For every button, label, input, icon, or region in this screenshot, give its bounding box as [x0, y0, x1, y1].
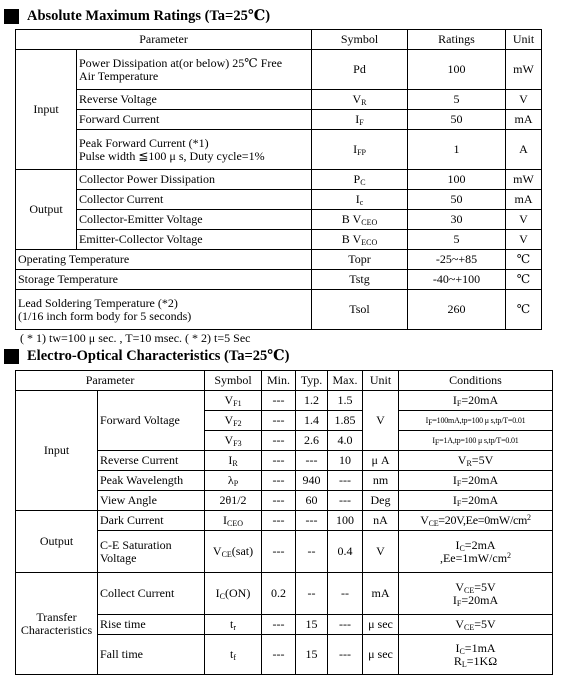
symbol-vf1: $V_{F1}$: [205, 391, 262, 411]
rating-tsol: 260: [408, 290, 506, 330]
header-unit: Unit: [506, 30, 542, 50]
max-tf: ---: [328, 635, 363, 675]
rating-ic: 50: [408, 190, 506, 210]
symbol-ifp: $I_{FP}$: [312, 130, 408, 170]
unit-if: mA: [506, 110, 542, 130]
symbol-pd: Pd: [312, 50, 408, 90]
param-reverse-current: Reverse Current: [98, 451, 205, 471]
rating-veco: 5: [408, 230, 506, 250]
max-icon: --: [328, 573, 363, 615]
typ-ir: ---: [296, 451, 328, 471]
unit-vceo: V: [506, 210, 542, 230]
rating-if: 50: [408, 110, 506, 130]
cond-tf: $I_C=1mA$ $R_L=1K\Omega$: [399, 635, 553, 675]
unit-vr: V: [506, 90, 542, 110]
rating-vceo: 30: [408, 210, 506, 230]
typ-vf2: 1.4: [296, 411, 328, 431]
symbol-lambda-p: $\lambda_P$: [205, 471, 262, 491]
unit-topr: ℃: [506, 250, 542, 270]
param-lead-soldering: Lead Soldering Temperature (*2) (1/16 inch form body for 5 seconds): [16, 290, 312, 330]
rating-pd: 100: [408, 50, 506, 90]
max-vf2: 1.85: [328, 411, 363, 431]
param-rise-time: Rise time: [98, 615, 205, 635]
header-symbol: Symbol: [205, 371, 262, 391]
cond-va: $I_F=20mA$: [399, 491, 553, 511]
symbol-vce-sat: $V_{CE}(sat)$: [205, 531, 262, 573]
min-vf2: ---: [262, 411, 296, 431]
cond-tr: $V_{CE}=5V$: [399, 615, 553, 635]
symbol-ic-on: $I_C(ON)$: [205, 573, 262, 615]
unit-pc: mW: [506, 170, 542, 190]
cond-dark: $V_{CE}=20V,Ee=0mW/cm^2$: [399, 511, 553, 531]
symbol-tsol: Tsol: [312, 290, 408, 330]
param-collect-current: Collect Current: [98, 573, 205, 615]
min-dark: ---: [262, 511, 296, 531]
rating-tstg: -40~+100: [408, 270, 506, 290]
cond-icon: $V_{CE}=5V$ $I_F=20mA$: [399, 573, 553, 615]
max-ir: 10: [328, 451, 363, 471]
unit-tr: μ sec: [363, 615, 399, 635]
max-dark: 100: [328, 511, 363, 531]
param-collector-power: Collector Power Dissipation: [77, 170, 312, 190]
min-vsat: ---: [262, 531, 296, 573]
typ-vf1: 1.2: [296, 391, 328, 411]
min-tf: ---: [262, 635, 296, 675]
param-forward-current: Forward Current: [77, 110, 312, 130]
param-storage-temp: Storage Temperature: [16, 270, 312, 290]
header-symbol: Symbol: [312, 30, 408, 50]
rating-vr: 5: [408, 90, 506, 110]
unit-dark: nA: [363, 511, 399, 531]
group-transfer: Transfer Characteristics: [16, 573, 98, 675]
unit-ifp: A: [506, 130, 542, 170]
header-typ: Typ.: [296, 371, 328, 391]
min-icon: 0.2: [262, 573, 296, 615]
group-input: Input: [16, 50, 77, 170]
typ-vsat: --: [296, 531, 328, 573]
symbol-vf3: $V_{F3}$: [205, 431, 262, 451]
rating-pc: 100: [408, 170, 506, 190]
symbol-view-angle: 2θ1/2: [205, 491, 262, 511]
group-output: Output: [16, 511, 98, 573]
typ-va: 60: [296, 491, 328, 511]
typ-dark: ---: [296, 511, 328, 531]
min-va: ---: [262, 491, 296, 511]
param-peak-forward-current: Peak Forward Current (*1) Pulse width ≦100 μ s, Duty cycle=1%: [77, 130, 312, 170]
symbol-ir: $I_R$: [205, 451, 262, 471]
param-view-angle: View Angle: [98, 491, 205, 511]
unit-icon: mA: [363, 573, 399, 615]
group-output: Output: [16, 170, 77, 250]
symbol-topr: Topr: [312, 250, 408, 270]
typ-lp: 940: [296, 471, 328, 491]
symbol-pc: $P_C$: [312, 170, 408, 190]
group-input: Input: [16, 391, 98, 511]
max-vf1: 1.5: [328, 391, 363, 411]
unit-vsat: V: [363, 531, 399, 573]
section-title-absolute-max: Absolute Maximum Ratings (Ta=25℃): [4, 6, 270, 26]
cond-lp: $I_F=20mA$: [399, 471, 553, 491]
param-forward-voltage: Forward Voltage: [98, 391, 205, 451]
param-peak-wavelength: Peak Wavelength: [98, 471, 205, 491]
unit-lp: nm: [363, 471, 399, 491]
param-power-dissipation: Power Dissipation at(or below) 25℃ Free Air Temperature: [77, 50, 312, 90]
symbol-vf2: $V_{F2}$: [205, 411, 262, 431]
param-ce-voltage: Collector-Emitter Voltage: [77, 210, 312, 230]
max-va: ---: [328, 491, 363, 511]
param-fall-time: Fall time: [98, 635, 205, 675]
symbol-if: $I_F$: [312, 110, 408, 130]
typ-tr: 15: [296, 615, 328, 635]
min-vf1: ---: [262, 391, 296, 411]
symbol-tr: $t_r$: [205, 615, 262, 635]
param-ec-voltage: Emitter-Collector Voltage: [77, 230, 312, 250]
symbol-ic: $I_c$: [312, 190, 408, 210]
unit-tf: μ sec: [363, 635, 399, 675]
header-max: Max.: [328, 371, 363, 391]
min-tr: ---: [262, 615, 296, 635]
header-min: Min.: [262, 371, 296, 391]
typ-tf: 15: [296, 635, 328, 675]
cond-vf1: $I_F=20mA$: [399, 391, 553, 411]
absolute-max-table: [15, 29, 542, 330]
unit-pd: mW: [506, 50, 542, 90]
param-collector-current: Collector Current: [77, 190, 312, 210]
square-bullet-icon: [4, 349, 19, 364]
rating-topr: -25~+85: [408, 250, 506, 270]
param-operating-temp: Operating Temperature: [16, 250, 312, 270]
typ-vf3: 2.6: [296, 431, 328, 451]
symbol-veco: B $V_{ECO}$: [312, 230, 408, 250]
param-dark-current: Dark Current: [98, 511, 205, 531]
unit-ic: mA: [506, 190, 542, 210]
max-tr: ---: [328, 615, 363, 635]
electro-optical-table: [15, 370, 553, 675]
symbol-tf: $t_f$: [205, 635, 262, 675]
unit-forward-voltage: V: [363, 391, 399, 451]
min-vf3: ---: [262, 431, 296, 451]
max-vf3: 4.0: [328, 431, 363, 451]
min-ir: ---: [262, 451, 296, 471]
symbol-vceo: B $V_{CEO}$: [312, 210, 408, 230]
param-reverse-voltage: Reverse Voltage: [77, 90, 312, 110]
min-lp: ---: [262, 471, 296, 491]
footnote: ( * 1) tw=100 μ sec. , T=10 msec. ( * 2) t=5 Sec: [20, 331, 251, 345]
unit-va: Deg: [363, 491, 399, 511]
header-conditions: Conditions: [399, 371, 553, 391]
header-ratings: Ratings: [408, 30, 506, 50]
cond-vf2: $I_F=100mA,tp=100$ μ s,tp/T=0.01: [399, 411, 553, 431]
cond-vsat: $I_C=2mA$ $,Ee=1mW/cm^2$: [399, 531, 553, 573]
max-vsat: 0.4: [328, 531, 363, 573]
header-unit: Unit: [363, 371, 399, 391]
header-parameter: Parameter: [16, 371, 205, 391]
section-title-electro-optical: Electro-Optical Characteristics (Ta=25℃): [4, 346, 289, 366]
cond-ir: $V_R=5V$: [399, 451, 553, 471]
symbol-iceo: $I_{CEO}$: [205, 511, 262, 531]
header-parameter: Parameter: [16, 30, 312, 50]
unit-tsol: ℃: [506, 290, 542, 330]
param-ce-saturation: C-E Saturation Voltage: [98, 531, 205, 573]
rating-ifp: 1: [408, 130, 506, 170]
max-lp: ---: [328, 471, 363, 491]
symbol-vr: $V_R$: [312, 90, 408, 110]
unit-ir: μ A: [363, 451, 399, 471]
square-bullet-icon: [4, 9, 19, 24]
unit-tstg: ℃: [506, 270, 542, 290]
unit-veco: V: [506, 230, 542, 250]
typ-icon: --: [296, 573, 328, 615]
symbol-tstg: Tstg: [312, 270, 408, 290]
cond-vf3: $I_F=1A,tp=100$ μ s,tp/T=0.01: [399, 431, 553, 451]
